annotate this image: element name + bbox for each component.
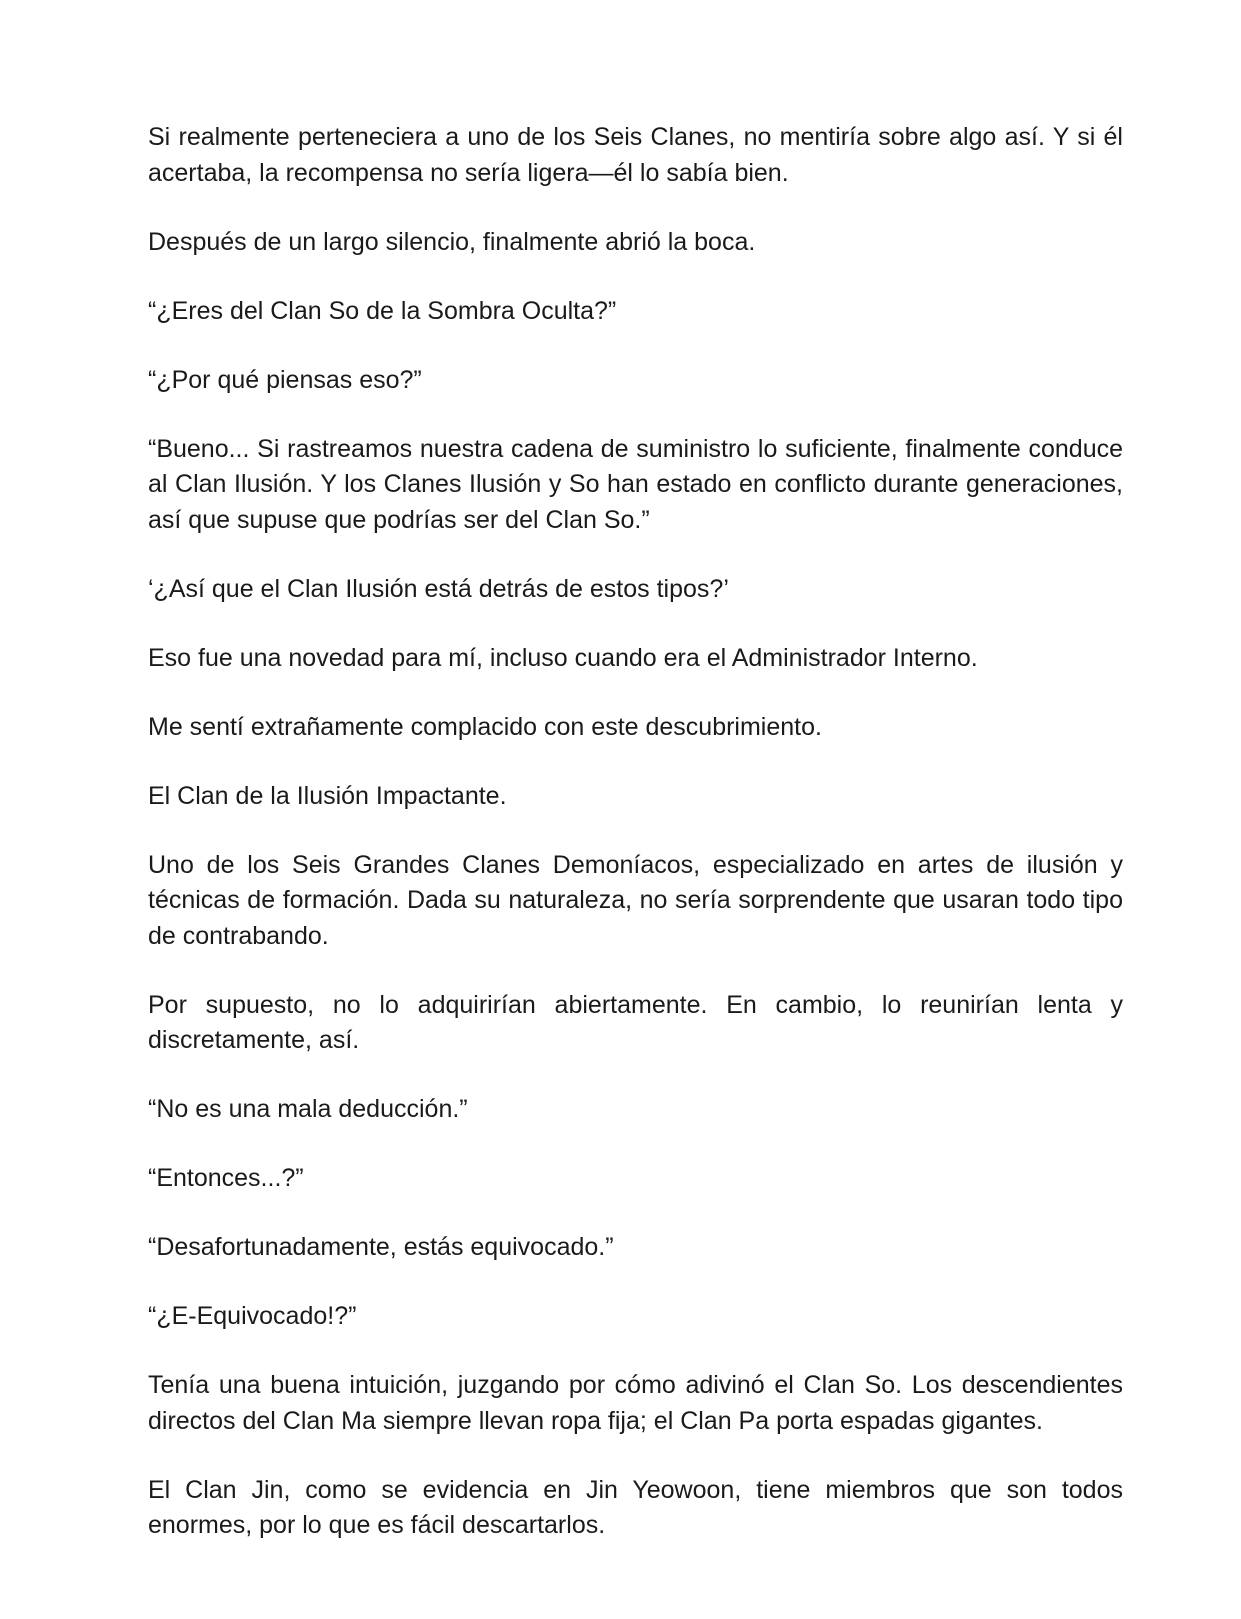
paragraph: “¿E-Equivocado!?”: [148, 1302, 357, 1330]
paragraph: Si realmente perteneciera a uno de los Seis Clanes, no mentiría sobre algo así. Y si él acertaba, la recompensa no sería ligera—él lo sabía bien.: [148, 123, 1123, 187]
paragraph: Me sentí extrañamente complacido con este descubrimiento.: [148, 712, 822, 741]
paragraph: Por supuesto, no lo adquirirían abiertamente. En cambio, lo reunirían lenta y discretamente, así.: [148, 990, 1123, 1054]
paragraph: “No es una mala deducción.”: [148, 1095, 468, 1123]
paragraph: Eso fue una novedad para mí, incluso cuando era el Administrador Interno.: [148, 643, 978, 672]
paragraph: El Clan Jin, como se evidencia en Jin Yeowoon, tiene miembros que son todos enormes, por lo que es fácil descartarlos.: [148, 1475, 1123, 1539]
paragraph: “Desafortunadamente, estás equivocado.”: [148, 1233, 614, 1261]
paragraph: “¿Por qué piensas eso?”: [148, 365, 422, 394]
paragraph: El Clan de la Ilusión Impactante.: [148, 781, 507, 810]
paragraph: “Bueno... Si rastreamos nuestra cadena de suministro lo suficiente, finalmente conduce al Clan Ilusión. Y los Clanes Ilusión y So han estado en conflicto durante generaciones, así que supuse que podrías ser del Clan So.”: [148, 434, 1123, 534]
paragraph: Después de un largo silencio, finalmente abrió la boca.: [148, 227, 756, 256]
paragraph: “¿Eres del Clan So de la Sombra Oculta?”: [148, 296, 617, 325]
paragraph: Uno de los Seis Grandes Clanes Demoníacos, especializado en artes de ilusión y técnicas de formación. Dada su naturaleza, no sería sorprendente que usaran todo tipo de contrabando.: [148, 850, 1123, 950]
document-body: [148, 120, 1123, 1577]
paragraph: Tenía una buena intuición, juzgando por cómo adivinó el Clan So. Los descendientes directos del Clan Ma siempre llevan ropa fija; el Clan Pa porta espadas gigantes.: [148, 1371, 1123, 1435]
paragraph: ‘¿Así que el Clan Ilusión está detrás de estos tipos?’: [148, 574, 729, 603]
paragraph: “Entonces...?”: [148, 1164, 304, 1192]
